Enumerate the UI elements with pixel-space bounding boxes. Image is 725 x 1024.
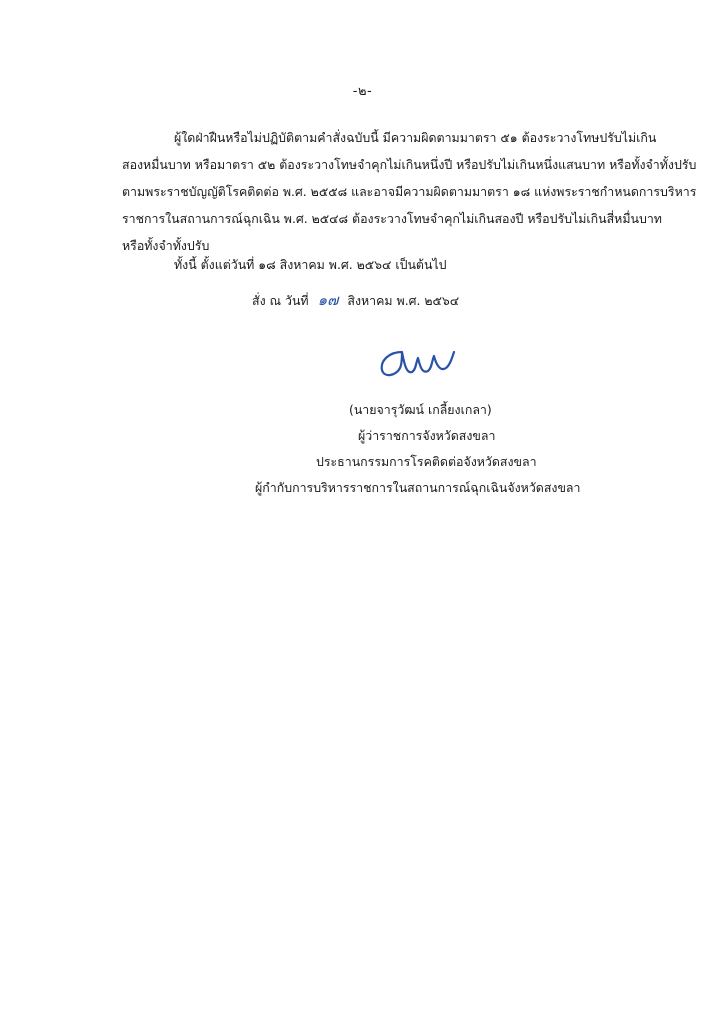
paragraph-line: ผู้ใดฝ่าฝืนหรือไม่ปฏิบัติตามคำสั่งฉบับนี้ มีความผิดตามมาตรา ๕๑ ต้องระวางโทษปรับไม่เกิน [174,130,657,145]
paragraph-line: สองหมื่นบาท หรือมาตรา ๕๒ ต้องระวางโทษจำคุกไม่เกินหนึ่งปี หรือปรับไม่เกินหนึ่งแสนบาท หรือทั้งจำทั้งปรับ [122,157,697,172]
signatory-name: (นายจารุวัฒน์ เกลี้ยงเกลา) [349,402,492,417]
penalty-paragraph [122,124,697,259]
signatory-title: ผู้กำกับการบริหารราชการในสถานการณ์ฉุกเฉินจังหวัดสงขลา [255,480,581,495]
order-date-prefix: สั่ง ณ วันที่ [252,293,309,308]
effective-date-line: ทั้งนี้ ตั้งแต่วันที่ ๑๘ สิงหาคม พ.ศ. ๒๕๖๔ เป็นต้นไป [174,257,447,272]
signatory-title: ประธานกรรมการโรคติดต่อจังหวัดสงขลา [316,454,537,469]
handwritten-day: ๑๗ [317,291,339,309]
paragraph-line: ตามพระราชบัญญัติโรคติดต่อ พ.ศ. ๒๕๕๘ และอาจมีความผิดตามมาตรา ๑๘ แห่งพระราชกำหนดการบริหาร [122,184,697,199]
paragraph-line: ราชการในสถานการณ์ฉุกเฉิน พ.ศ. ๒๕๔๘ ต้องระวางโทษจำคุกไม่เกินสองปี หรือปรับไม่เกินสี่หมื่นบาท [122,211,662,226]
paragraph-line: หรือทั้งจำทั้งปรับ [122,238,210,253]
page-number: -๒- [352,84,373,99]
handwritten-signature [372,338,462,382]
signatory-title: ผู้ว่าราชการจังหวัดสงขลา [358,428,496,443]
order-date-month-year: สิงหาคม พ.ศ. ๒๕๖๔ [347,293,460,308]
order-date-line [252,288,459,312]
